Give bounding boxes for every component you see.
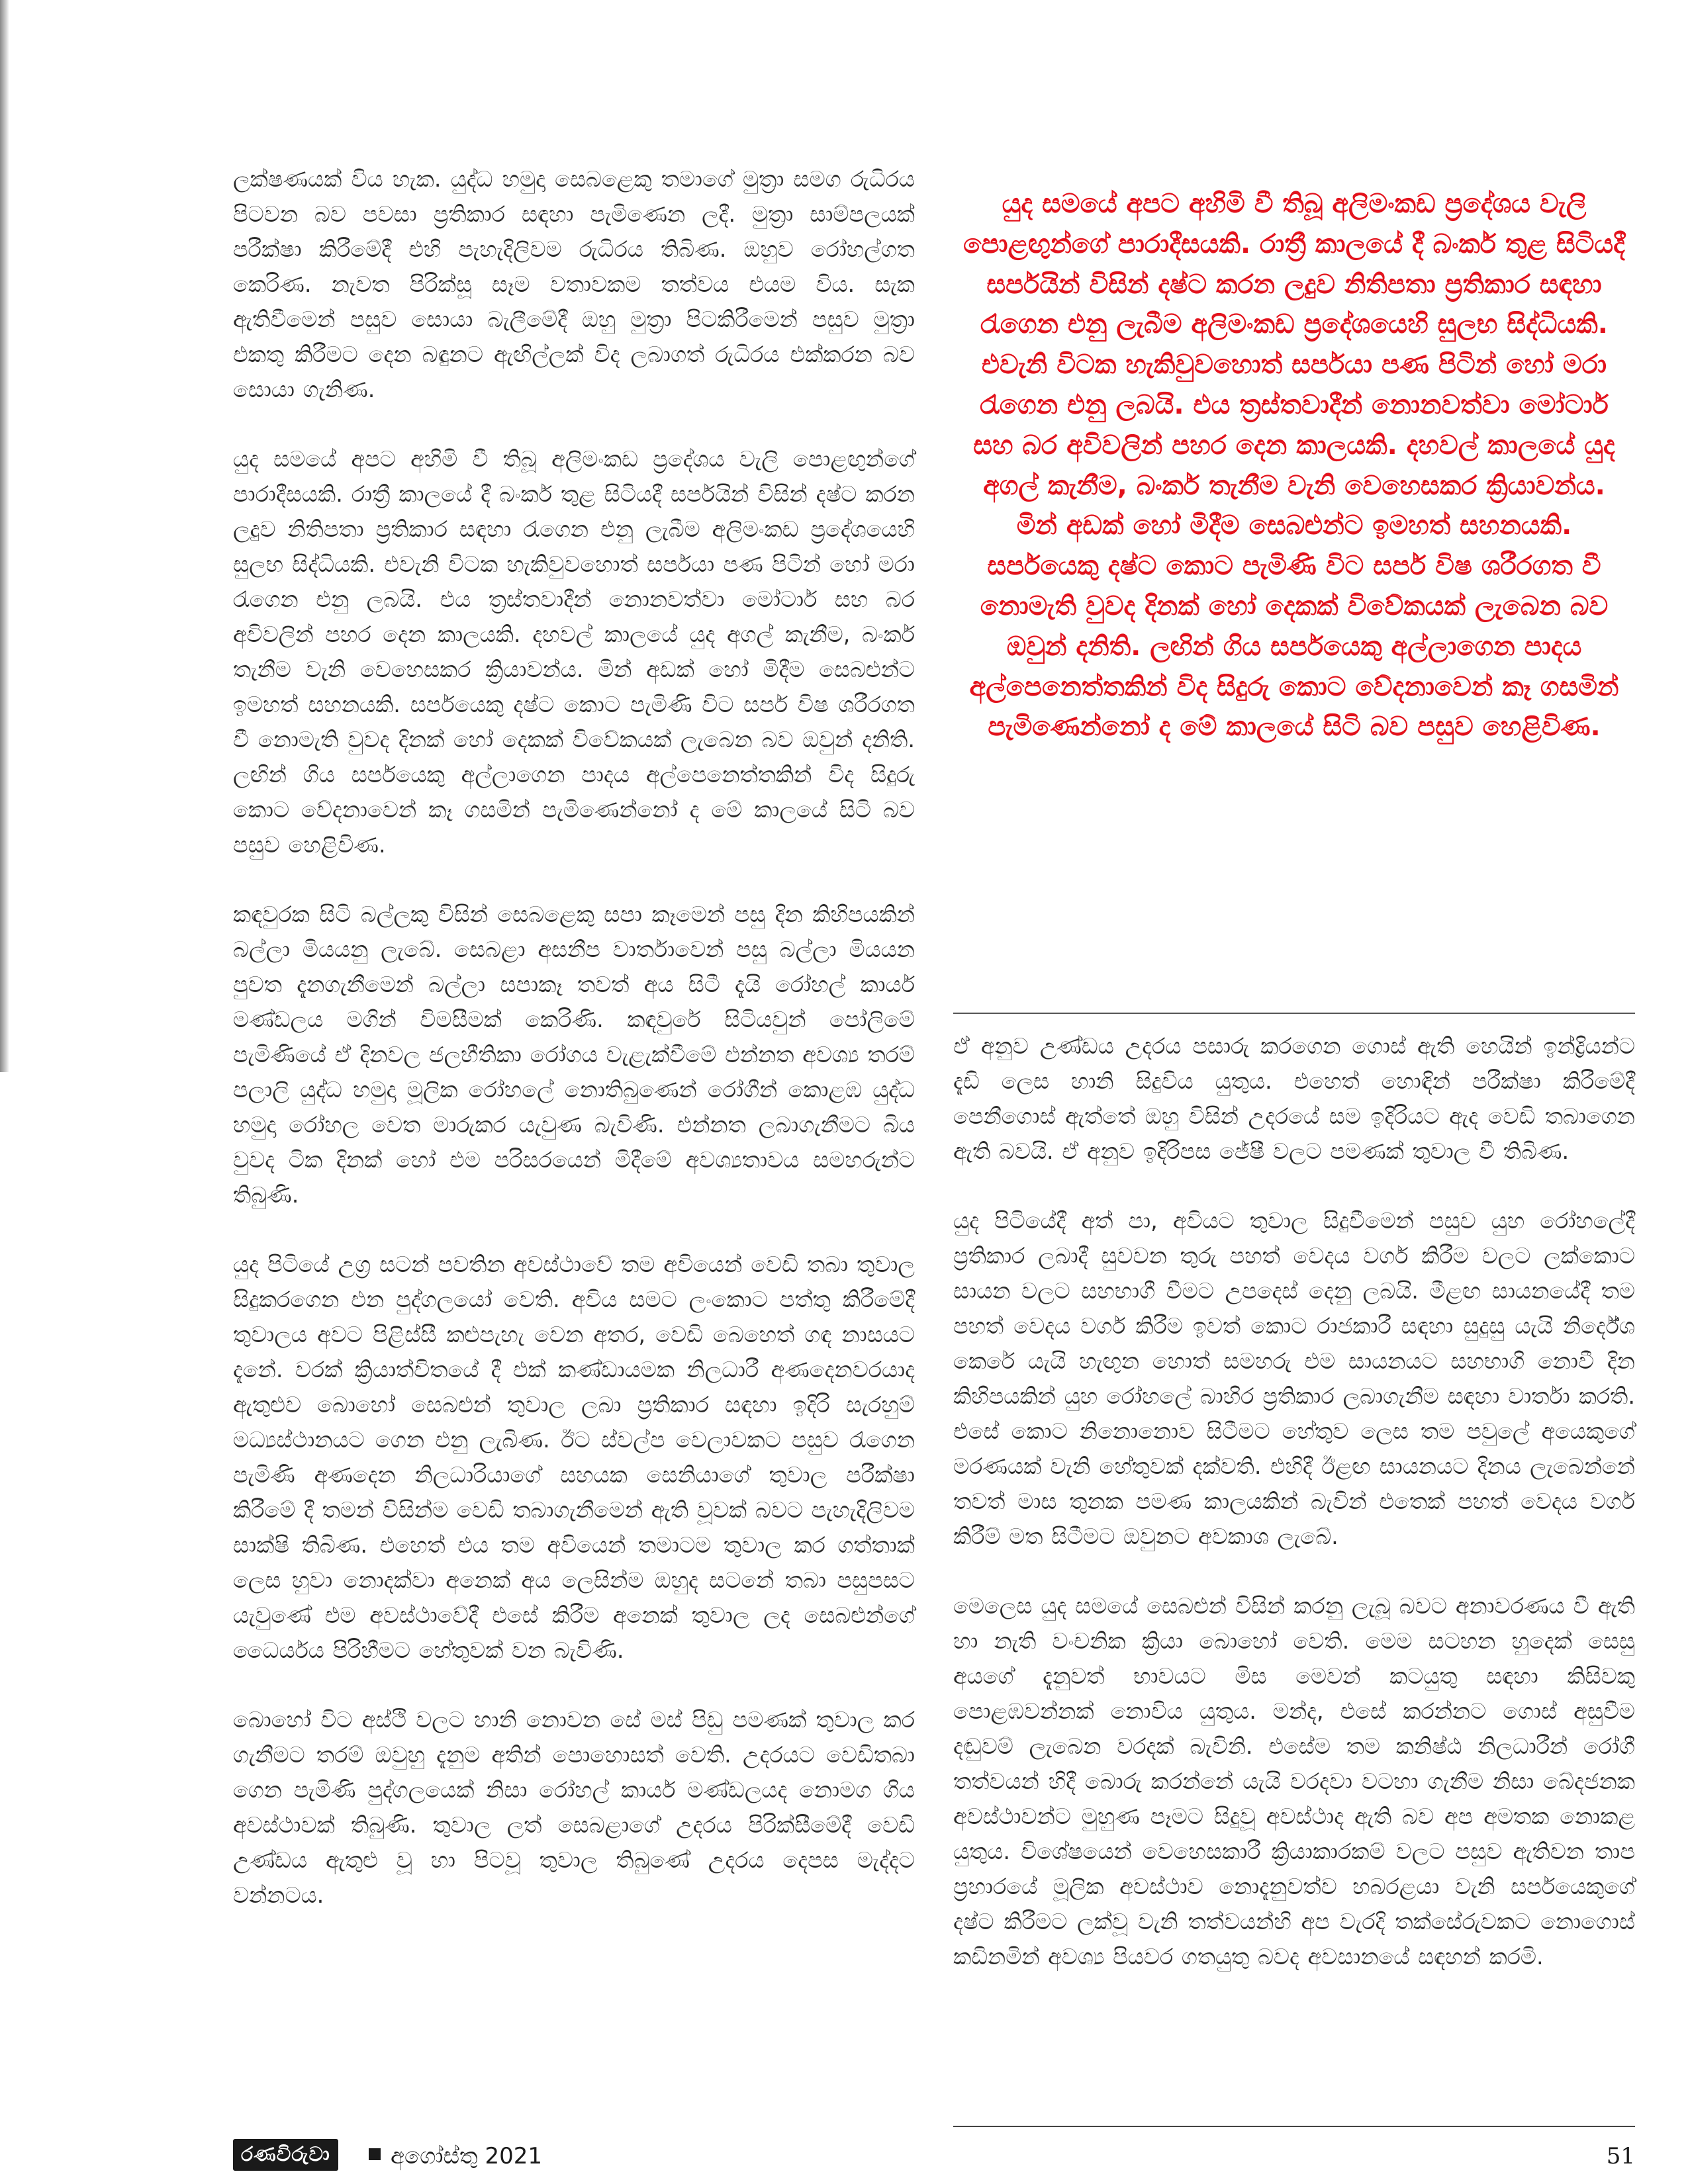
article-paragraph: ඒ අනුව උණ්ඩය උදරය පසාරු කරගෙන ගොස් ඇති හෙයින් ඉන්ද්‍රියන්ට දැඩි ලෙස හානි සිදුවිය යුතුය. එහෙත් හොඳින් පරීක්ෂා කිරීමේදී පෙනීගොස් ඇත්තේ ඔහු විසින් උදරයේ සම ඉදිරියට ඇද වෙඩි තබාගෙන ඇති බවයි. ඒ අනුව ඉදිරිපස ජේෂී වලට පමණක් තුවාල වී තිබිණ. <box>953 1033 1635 1164</box>
article-paragraph: යුද සමයේ අපට අහිමි වී තිබූ අලිමංකඩ ප්‍රදේශය වැලි පොළඟුන්ගේ පාරාදීසයකි. රාත්‍රී කාලයේ දී බංකර් තුළ සිටියදී සර්පයින් විසින් දෂ්ට කරන ලදුව නිතිපතා ප්‍රතිකාර සඳහා රැගෙන එනු ලැබීම අලිමංකඩ ප්‍රදේශයෙහි සුලභ සිද්ධියකි. එවැනි විටක හැකිවුවහොත් සර්පයා පණ පිටින් හෝ මරා රැගෙන එනු ලබයි. එය ත්‍රස්තවාදීන් නොනවත්වා මෝටාර් සහ බර අවිවලින් පහර දෙන කාලයකි. දහවල් කාලයේ යුද අගල් කැනීම, බංකර් තැනීම වැනි වෙහෙසකර ක්‍රියාවන්ය. මින් අඩක් හෝ මිදීම සෙබළුන්ට ඉමහත් සහනයකි. සර්පයෙකු දෂ්ට කොට පැමිණි විට සර්ප විෂ ශරීරගත වී නොමැති වුවද දිනක් හෝ දෙකක් විවේකයක් ලැබෙන බව ඔවුන් දනිති. ලඟින් ගිය සර්පයෙකු අල්ලාගෙන පාදය අල්පෙනෙත්තකින් විද සිදුරු කොට වේදනාවෙන් කෑ ගසමින් පැමිණෙන්නෝ ද මේ කාලයේ සිටි බව පසුව හෙළිවිණ. <box>233 446 915 858</box>
article-paragraph: මෙලෙස යුද සමයේ සෙබළුන් විසින් කරනු ලැබූ බවට අනාවරණය වී ඇති හා නැති වංචනික ක්‍රියා බොහෝ වෙති. මෙම සටහන හුදෙක් සෙසු අයගේ දැනුවත් භාවයට මිස මෙවන් කටයුතු සඳහා කිසිවකු පොළඹවන්නක් නොවිය යුතුය. මන්ද, එසේ කරන්නට ගොස් අසුවීම දඬුවම් ලැබෙන වරදක් බැවිනි. එසේම තම කනිෂ්ඨ නිලධාරීන් රෝගී තත්වයන් හිදී බොරු කරන්නේ යැයි වරදවා වටහා ගැනීම නිසා බේදජනක අවස්ථාවන්ට මුහුණ පෑමට සිදුවූ අවස්ථාද ඇති බව අප අමතක නොකළ යුතුය. විශේෂයෙන් වෙහෙසකාරී ක්‍රියාකාරකම් වලට පසුව ඇතිවන තාප ප්‍රහාරයේ මූලික අවස්ථාව නොදැනුවත්ව හබරළයා වැනි සර්පයෙකුගේ දෂ්ට කිරීමට ලක්වූ වැනි තත්වයන්හි අප වැරදි තක්සේරුවකට නොගොස් කඩිනමින් අවශ්‍ය පියවර ගතයුතු බවද අවසානයේ සඳහන් කරමි. <box>953 1593 1635 1970</box>
footer-divider <box>953 2126 1635 2127</box>
pull-quote: යුද සමයේ අපට අහිමි වී තිබූ අලිමංකඩ ප්‍රදේශය වැලි පොළඟුන්ගේ පාරාදීසයකි. රාත්‍රී කාලයේ දී බංකර් තුළ සිටියදී සර්පයින් විසින් දෂ්ට කරන ලදුව නිතිපතා ප්‍රතිකාර සඳහා රැගෙන එනු ලැබීම අලිමංකඩ ප්‍රදේශයෙහි සුලභ සිද්ධියකි. එවැනි විටක හැකිවුවහොත් සර්පයා පණ පිටින් හෝ මරා රැගෙන එනු ලබයි. එය ත්‍රස්තවාදීන් නොනවත්වා මෝටාර් සහ බර අවිවලින් පහර දෙන කාලයකි. දහවල් කාලයේ යුද අගල් කැනීම, බංකර් තැනීම වැනි වෙහෙසකර ක්‍රියාවන්ය. මින් අඩක් හෝ මිදීම සෙබළුන්ට ඉමහත් සහනයකි. සර්පයෙකු දෂ්ට කොට පැමිණි විට සර්ප විෂ ශරීරගත වී නොමැති වුවද දිනක් හෝ දෙකක් විවේකයක් ලැබෙන බව ඔවුන් දනිති. ලඟින් ගිය සර්පයෙකු අල්ලාගෙන පාදය අල්පෙනෙත්තකින් විද සිදුරු කොට වේදනාවෙන් කෑ ගසමින් පැමිණෙන්නෝ ද මේ කාලයේ සිටි බව පසුව හෙළිවිණ. <box>963 189 1625 743</box>
article-paragraph: ලක්ෂණයක් විය හැක. යුද්ධ හමුදා සෙබළෙකු තමාගේ මුත්‍රා සමග රුධිරය පිටවන බව පවසා ප්‍රතිකාර සඳහා පැමිණෙන ලදී. මුත්‍රා සාම්පලයක් පරීක්ෂා කිරීමේදී එහි පැහැදිලිවම රුධිරය තිබිණ. ඔහුව රෝහල්ගත කෙරිණ. නැවත පිරික්සූ සෑම වතාවකම තත්වය එයම විය. සැක ඇතිවීමෙන් පසුව සොයා බැලීමේදී ඔහු මුත්‍රා පිටකිරීමෙන් පසුව මුත්‍රා එකතු කිරීමට දෙන බඳුනට ඇඟිල්ලක් විද ලබාගත් රුධිරය එක්කරන බව සොයා ගැනිණ. <box>233 166 915 402</box>
issue-date: අගෝස්තු 2021 <box>391 2143 542 2169</box>
square-bullet-icon <box>369 2148 381 2160</box>
article-paragraph: යුද පිටියේ උග්‍ර සටන් පවතින අවස්ථාවේ තම අවියෙන් වෙඩි තබා තුවාල සිදුකරගෙන එන පුද්ගලයෝ වෙති. අවිය සමට ලංකොට පත්තු කිරීමේදී තුවාලය අවට පිළිස්සී කළුපැහැ වෙන අතර, වෙඩි බෙහෙත් ගඳ නාසයට දැනේ. වරක් ක්‍රියාත්විතයේ දී එක් කණ්ඩායමක නිලධාරී අණදෙනවරයාද ඇතුළුව බොහෝ සෙබළුන් තුවාල ලබා ප්‍රතිකාර සඳහා ඉදිරි සැරහුම් මධ්‍යස්ථානයට ගෙන එනු ලැබිණ. ඊට ස්වල්ප වෙලාවකට පසුව රැගෙන පැමිණි අණදෙන නිලධාරියාගේ සහයක සෙනියාගේ තුවාල පරීක්ෂා කිරීමේ දී තමන් විසින්ම වෙඩි තබාගැනීමෙන් ඇති වූවක් බවට පැහැදිලිවම සාක්ෂි තිබිණ. එහෙත් එය තම අවියෙන් තමාටම තුවාල කර ගත්තාක් ලෙස හුවා නොදක්වා අනෙක් අය ලෙසින්ම ඔහුද සටනේ තබා පසුපසට යැවුණේ එම අවස්ථාවේදී එසේ කිරීම අනෙක් තුවාල ලද සෙබළුන්ගේ ධෛර්යය පිරිහීමට හේතුවක් වන බැවිණි. <box>233 1251 915 1663</box>
right-column-body <box>953 1028 1635 2009</box>
left-column <box>233 161 915 1947</box>
pull-quote-divider <box>953 1013 1635 1014</box>
article-paragraph: බොහෝ විට අස්ථි වලට හානි නොවන සේ මස් පිඩු පමණක් තුවාල කර ගැනීමට තරම් ඔවුහු දැනුම අතින් පොහොසත් වෙති. උදරයට වෙඩිතබා ගෙන පැමිණි පුද්ගලයෙක් නිසා රෝහල් කාර්ය මණ්ඩලයද නොමග ගිය අවස්ථාවක් තිබුණි. තුවාල ලත් සෙබළාගේ උදරය පිරික්සීමේදී වෙඩි උණ්ඩය ඇතුළු වූ හා පිටවූ තුවාල තිබුණේ උදරය දෙපස මැද්දට වන්නටය. <box>233 1707 915 1908</box>
magazine-logo: රණවිරුවා <box>233 2139 338 2171</box>
article-paragraph: යුද පිටියේදී අත් පා, අවියට තුවාල සිදුවීමෙන් පසුව යුහ රෝහලේදී ප්‍රතිකාර ලබාදී සුවවන තුරු පහත් වෙදය වර්ග කිරීම වලට ලක්කොට සායන වලට සහභාගී වීමට උපදෙස් දෙනු ලබයි. මීළඟ සායනයේදී තම පහත් වෙදය වර්ග කිරීම ඉවත් කොට රාජකාරී සඳහා සුදුසු යැයි නිර්දේශ කෙරේ යැයි හැඟුන හොත් සමහරු එම සායනයට සහභාගි නොවී දින කිහිපයකින් යුහ රෝහලේ බාහිර ප්‍රතිකාර ලබාගැනීම සඳහා වාර්තා කරති. එසේ කොට නිනොනොව සිටීමට හේතුව ලෙස තම පවුලේ අයෙකුගේ මරණයක් වැනි හේතුවක් දක්වති. එහිදී ඊළඟ සායනයට දිනය ලැබෙන්නේ තවත් මාස තුනක පමණ කාලයකින් බැවින් එතෙක් පහත් වෙදය වර්ග කිරීම් මත සිටීමට ඔවුනට අවකාශ ලැබේ. <box>953 1208 1635 1549</box>
scan-edge-shadow <box>0 0 9 1072</box>
page-footer <box>233 2139 1635 2176</box>
article-paragraph: කඳවුරක සිටි බල්ලකු විසින් සෙබළෙකු සපා කෑමෙන් පසු දින කිහිපයකින් බල්ලා මියයනු ලැබේ. සෙබළා අසනීප වාර්තාවෙන් පසු බල්ලා මියයන පුවත දැනගැනීමෙන් බල්ලා සපාකෑ තවත් අය සිටී දැයි රෝහල් කාර්ය මණ්ඩලය මගින් විමසීමක් කෙරිණි. කඳවුරේ සිටියවුන් පෝලිමේ පැමිණියේ ඒ දිනවල ජලභීතිකා රෝගය වැළැක්වීමේ එන්නත අවශ්‍ය තරම් පලාලි යුද්ධ හමුදා මූලික රෝහලේ නොතිබුණෙන් රෝගීන් කොළඹ යුද්ධ හමුදා රෝහල වෙත මාරුකර යැවුණ බැවිණි. එන්නත ලබාගැනීමට බිය වුවද ටික දිනක් හෝ එම පරිසරයෙන් මිදීමේ අවශ්‍යතාවය සමහරුන්ට තිබුණි. <box>233 901 915 1208</box>
page-number: 51 <box>1606 2143 1635 2169</box>
